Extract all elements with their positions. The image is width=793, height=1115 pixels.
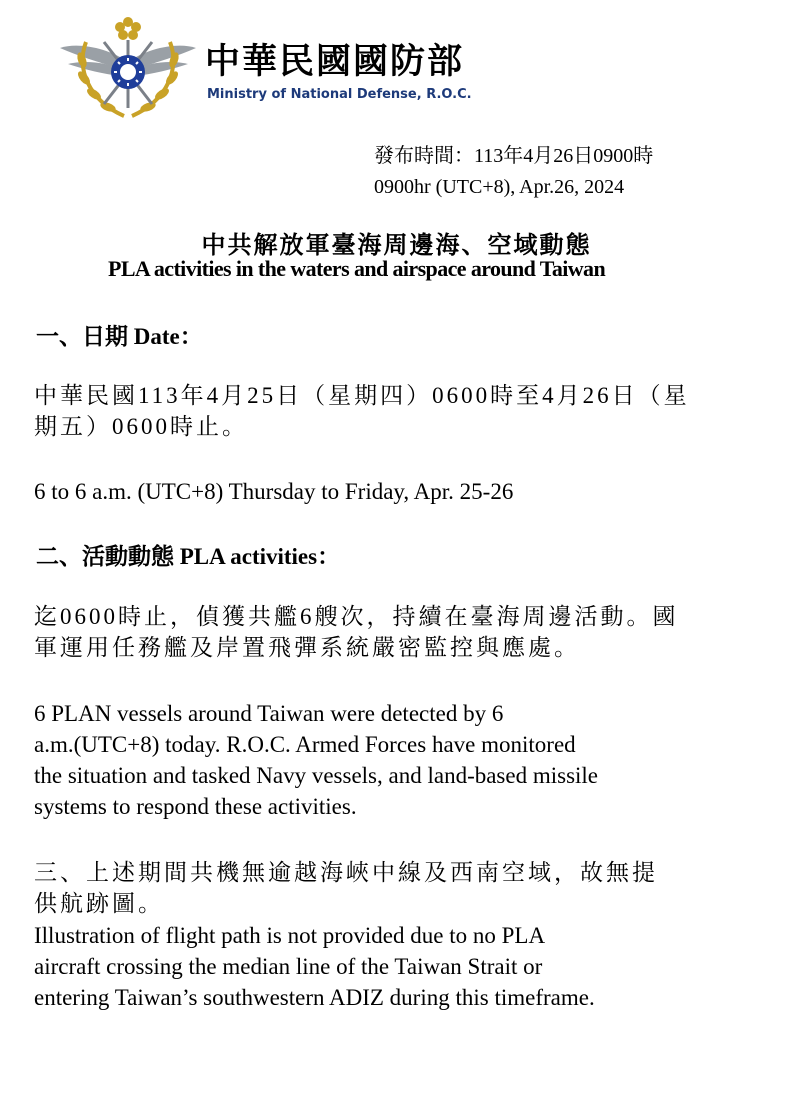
- org-name-zh: 中華民國國防部: [205, 42, 465, 82]
- section-note-en-line2: aircraft crossing the median line of the Taiwan Strait or: [34, 954, 543, 979]
- section-note-zh-line2: 供航跡圖。: [34, 891, 164, 916]
- document-title-en: PLA activities in the waters and airspace around Taiwan: [108, 256, 606, 281]
- section-activities-en-line4: systems to respond these activities.: [34, 794, 357, 819]
- section-activities-zh-line2: 軍運用任務艦及岸置飛彈系統嚴密監控與應處。: [34, 635, 580, 660]
- section-note-en-line1: Illustration of flight path is not provided due to no PLA: [34, 923, 546, 948]
- org-name-en: Ministry of National Defense, R.O.C.: [207, 87, 472, 102]
- release-time-zh: 發布時間：113年4月26日0900時: [374, 145, 654, 167]
- section-date-heading: 一、日期 Date：: [36, 324, 203, 349]
- section-date-en: 6 to 6 a.m. (UTC+8) Thursday to Friday, Apr. 25-26: [34, 479, 514, 504]
- section-activities-en-line1: 6 PLAN vessels around Taiwan were detected by 6: [34, 701, 504, 726]
- release-time-en: 0900hr (UTC+8), Apr.26, 2024: [374, 176, 625, 198]
- section-date-zh-line2: 期五）0600時止。: [34, 414, 248, 439]
- section-date-zh-line1: 中華民國113年4月25日（星期四）0600時至4月26日（星: [34, 383, 690, 408]
- section-note-zh-line1: 三、上述期間共機無逾越海峽中線及西南空域，故無提: [34, 860, 658, 885]
- section-note-en-line3: entering Taiwan’s southwestern ADIZ during this timeframe.: [34, 985, 595, 1010]
- section-activities-heading: 二、活動動態 PLA activities：: [36, 544, 341, 569]
- document-title-zh: 中共解放軍臺海周邊海、空域動態: [201, 233, 592, 259]
- section-activities-en-line2: a.m.(UTC+8) today. R.O.C. Armed Forces have monitored: [34, 732, 576, 757]
- section-activities-zh-line1: 迄0600時止，偵獲共艦6艘次，持續在臺海周邊活動。國: [34, 604, 679, 629]
- mnd-emblem-icon: [58, 12, 198, 122]
- section-activities-en-line3: the situation and tasked Navy vessels, and land-based missile: [34, 763, 599, 788]
